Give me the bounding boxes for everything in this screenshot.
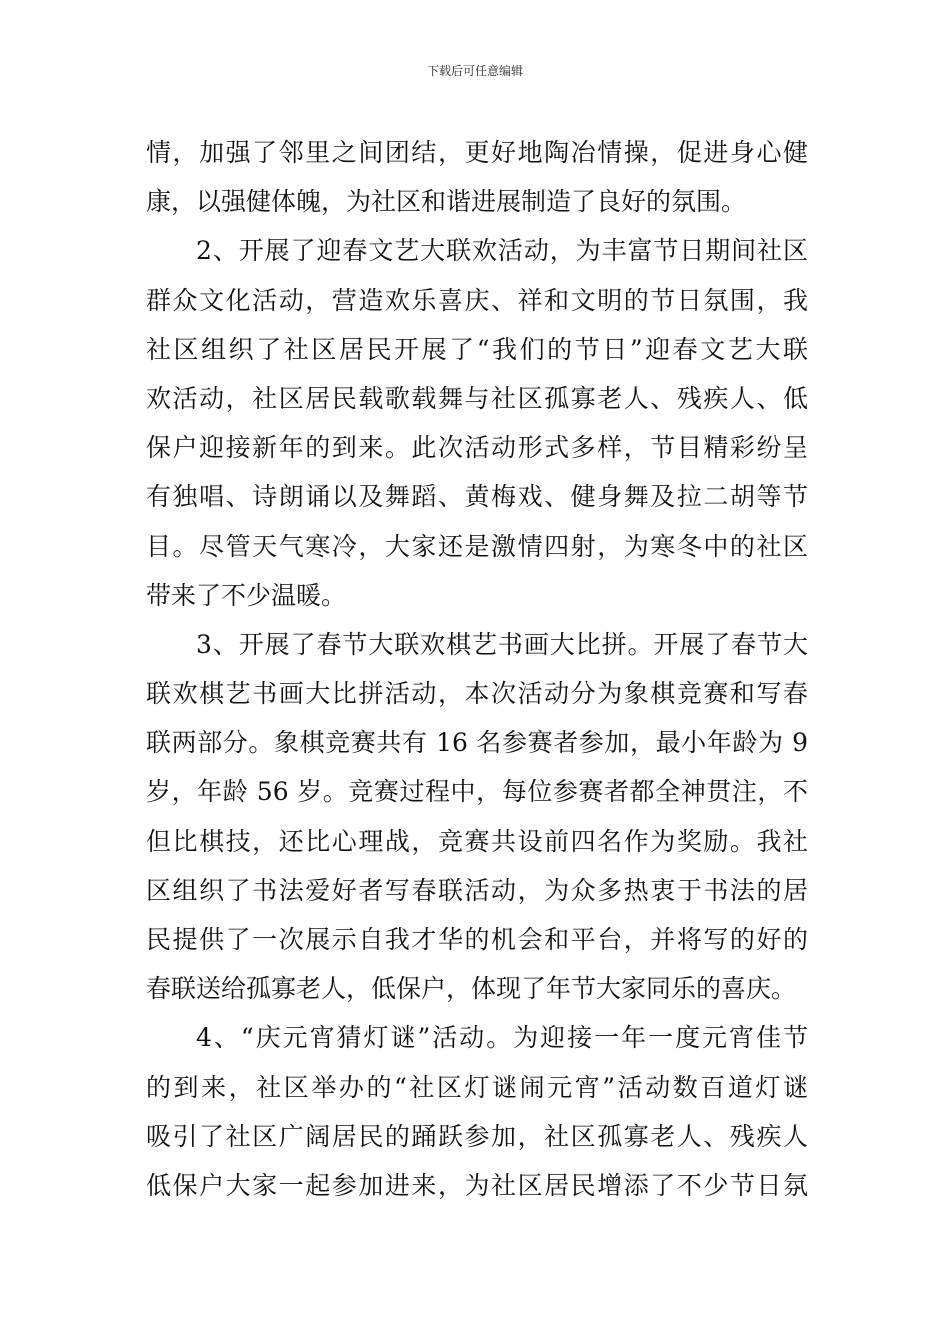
text-line: 4、“庆元宵猜灯谜”活动。为迎接一年一度元宵佳节 (196, 1023, 808, 1053)
text-line: 目。尽管天气寒冷，大家还是激情四射，为寒冬中的社区 (146, 531, 808, 561)
document-body (146, 128, 808, 1210)
text-line: 岁，年龄 56 岁。竞赛过程中，每位参赛者都全神贯注，不 (146, 777, 808, 807)
text-line: 社区组织了社区居民开展了“我们的节日”迎春文艺大联 (146, 334, 808, 364)
text-line: 3、开展了春节大联欢棋艺书画大比拼。开展了春节大 (196, 629, 808, 659)
text-line: 但比棋技，还比心理战，竞赛共设前四名作为奖励。我社 (146, 826, 808, 856)
text-line: 有独唱、诗朗诵以及舞蹈、黄梅戏、健身舞及拉二胡等节 (146, 482, 808, 512)
text-line: 带来了不少温暖。 (146, 580, 347, 610)
text-line: 保户迎接新年的到来。此次活动形式多样，节目精彩纷呈 (146, 433, 808, 463)
text-line: 联两部分。象棋竞赛共有 16 名参赛者参加，最小年龄为 9 (146, 728, 808, 758)
text-line: 联欢棋艺书画大比拼活动，本次活动分为象棋竞赛和写春 (146, 679, 808, 709)
text-line: 群众文化活动，营造欢乐喜庆、祥和文明的节日氛围，我 (146, 285, 808, 315)
text-line: 康，以强健体魄，为社区和谐进展制造了良好的氛围。 (146, 187, 747, 217)
text-line: 情，加强了邻里之间团结，更好地陶冶情操，促进身心健 (146, 138, 808, 167)
text-line: 民提供了一次展示自我才华的机会和平台，并将写的好的 (146, 925, 808, 954)
text-line: 2、开展了迎春文艺大联欢活动，为丰富节日期间社区 (196, 236, 808, 266)
text-line: 吸引了社区广阔居民的踊跃参加，社区孤寡老人、残疾人 (146, 1121, 808, 1151)
page-header-note: 下载后可任意编辑 (426, 64, 523, 78)
text-line: 低保户大家一起参加进来，为社区居民增添了不少节日氛 (146, 1170, 808, 1200)
text-line: 区组织了书法爱好者写春联活动，为众多热衷于书法的居 (146, 875, 808, 905)
text-line: 的到来，社区举办的“社区灯谜闹元宵”活动数百道灯谜 (146, 1072, 808, 1102)
text-line: 春联送给孤寡老人，低保户，体现了年节大家同乐的喜庆。 (146, 974, 797, 1004)
text-line: 欢活动，社区居民载歌载舞与社区孤寡老人、残疾人、低 (146, 383, 808, 413)
